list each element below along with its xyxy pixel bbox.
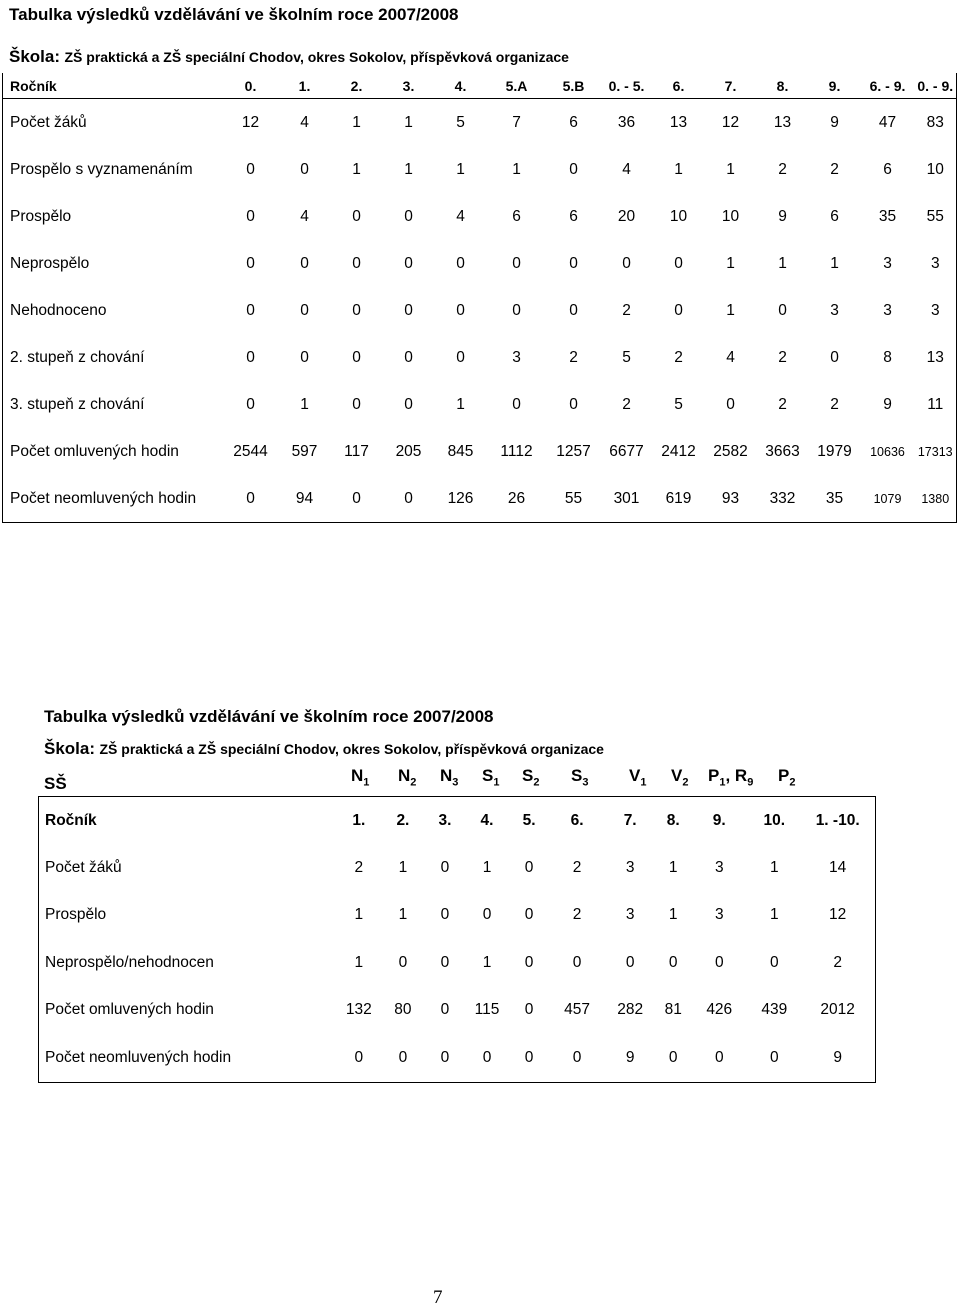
s1-cell: 4 <box>622 160 631 178</box>
s1-cell: 20 <box>617 207 636 225</box>
s2-cell: 0 <box>714 953 724 971</box>
s2-cell: 9 <box>625 1048 635 1066</box>
s1-cell: 2 <box>622 301 631 319</box>
s2-cell: 132 <box>345 1001 372 1019</box>
group-code-letter: V <box>671 766 683 785</box>
s1-cell: 0 <box>569 395 578 413</box>
s2-cell: 1 <box>354 953 364 971</box>
s1-cell: 0 <box>352 301 361 319</box>
s1-cell: 36 <box>617 113 636 131</box>
s1-cell: 3 <box>830 301 839 319</box>
group-code-letter: S <box>522 766 534 785</box>
s1-cell: 5 <box>456 113 465 131</box>
s2-header-label: Ročník <box>45 811 97 829</box>
s2-cell: 115 <box>474 1001 500 1019</box>
s1-row-label: Prospělo s vyznamenáním <box>10 160 193 178</box>
s1-column-header: 0. - 9. <box>915 73 957 99</box>
s1-cell: 0 <box>300 348 309 366</box>
s1-cell: 0 <box>352 254 361 272</box>
s2-cell: 282 <box>617 1001 644 1019</box>
s2-cell: 426 <box>706 1001 733 1019</box>
s1-cell: 3663 <box>765 442 800 460</box>
s2-cell: 1 <box>482 858 492 876</box>
s1-cell: 9 <box>778 207 787 225</box>
s2-column-header: 5. <box>522 811 536 829</box>
s1-cell: 3 <box>512 348 521 366</box>
s1-row-label: 3. stupeň z chování <box>10 395 145 413</box>
s1-cell: 1 <box>404 113 413 131</box>
group-code-suffix: , R <box>725 766 748 785</box>
s1-cell: 47 <box>878 113 897 131</box>
s1-cell: 12 <box>241 113 260 131</box>
s1-cell: 1 <box>830 254 839 272</box>
s1-cell: 0 <box>246 348 255 366</box>
group-code-sub: 1 <box>493 776 500 789</box>
s2-cell: 81 <box>664 1001 682 1019</box>
s1-column-header: 0. <box>223 73 279 99</box>
s2-cell: 0 <box>482 1048 492 1066</box>
s1-cell: 10636 <box>870 444 905 459</box>
s1-cell: 2 <box>778 395 787 413</box>
section2-school <box>44 739 604 759</box>
s1-cell: 13 <box>926 348 944 366</box>
s1-cell: 1 <box>674 160 683 178</box>
group-code <box>351 766 369 788</box>
group-code <box>522 766 539 788</box>
s1-cell: 2582 <box>713 442 748 460</box>
s2-cell: 0 <box>440 953 450 971</box>
s2-table-row <box>39 844 876 892</box>
s1-cell: 9 <box>883 395 892 413</box>
s2-cell: 1 <box>668 906 678 924</box>
s1-row-label: Neprospělo <box>10 254 90 272</box>
s1-cell: 2 <box>830 160 839 178</box>
group-code-sub: 1 <box>719 776 726 789</box>
group-code-letter: V <box>629 766 641 785</box>
section2-results-table <box>38 796 876 1083</box>
s2-column-header: 1. <box>352 811 366 829</box>
group-code-sub: 2 <box>682 776 689 789</box>
s2-cell: 2 <box>354 858 364 876</box>
s1-column-header: 0. - 5. <box>601 73 653 99</box>
s1-cell: 2 <box>622 395 631 413</box>
section1-school <box>9 47 569 67</box>
group-code <box>778 766 795 788</box>
s2-cell: 0 <box>440 1048 450 1066</box>
s1-cell: 0 <box>404 254 413 272</box>
s1-cell: 0 <box>300 254 309 272</box>
s1-cell: 0 <box>456 348 465 366</box>
s2-cell: 0 <box>482 906 492 924</box>
s1-table-row <box>3 146 957 193</box>
s1-cell: 0 <box>352 489 361 507</box>
group-code-letter: N <box>440 766 453 785</box>
s2-cell: 0 <box>440 1001 450 1019</box>
s1-cell: 13 <box>669 113 688 131</box>
s2-column-header: 9. <box>712 811 726 829</box>
s1-cell: 0 <box>404 395 413 413</box>
s1-cell: 0 <box>512 301 521 319</box>
s1-cell: 0 <box>726 395 735 413</box>
s1-column-header: 1. <box>279 73 331 99</box>
s1-cell: 10 <box>926 160 944 178</box>
s2-cell: 0 <box>572 953 582 971</box>
s1-cell: 5 <box>674 395 683 413</box>
s2-cell: 2 <box>833 953 842 971</box>
group-code-sub: 2 <box>410 776 417 789</box>
s1-cell: 0 <box>512 395 521 413</box>
s1-cell: 0 <box>778 301 787 319</box>
s1-row-label: Počet omluvených hodin <box>10 442 179 460</box>
s1-cell: 301 <box>613 489 640 507</box>
group-code-letter: P <box>778 766 790 785</box>
s1-cell: 0 <box>674 301 683 319</box>
s1-cell: 0 <box>569 254 578 272</box>
s2-cell: 0 <box>524 1001 534 1019</box>
page-number: 7 <box>433 1287 443 1308</box>
s2-column-header: 2. <box>396 811 410 829</box>
s1-row-label: Počet žáků <box>10 113 87 131</box>
s1-cell: 1112 <box>500 442 533 460</box>
group-code <box>629 766 646 788</box>
s2-row-label: Počet omluvených hodin <box>45 1001 214 1019</box>
s1-cell: 3 <box>930 254 940 272</box>
s2-cell: 3 <box>714 858 724 876</box>
s2-cell: 0 <box>668 1048 678 1066</box>
s1-cell: 0 <box>569 301 578 319</box>
group-code <box>571 766 588 788</box>
s1-cell: 1 <box>456 395 465 413</box>
s2-cell: 14 <box>829 858 847 876</box>
s1-cell: 26 <box>507 489 526 507</box>
s2-cell: 3 <box>625 858 635 876</box>
s1-cell: 3 <box>930 301 940 319</box>
s1-cell: 597 <box>291 442 318 460</box>
s1-cell: 0 <box>674 254 683 272</box>
s2-cell: 0 <box>524 906 534 924</box>
s1-cell: 1079 <box>873 491 902 506</box>
s2-cell: 80 <box>394 1001 412 1019</box>
s1-cell: 0 <box>352 395 361 413</box>
s1-cell: 1380 <box>921 491 950 506</box>
s1-cell: 11 <box>927 395 944 413</box>
s2-cell: 0 <box>524 953 534 971</box>
s2-cell: 9 <box>833 1048 842 1066</box>
group-code-sub: 1 <box>640 776 647 789</box>
s2-column-header: 1. -10. <box>815 811 860 829</box>
s2-cell: 0 <box>354 1048 364 1066</box>
group-code <box>398 766 416 788</box>
group-code-letter: P <box>708 766 720 785</box>
group-code-letter: N <box>398 766 411 785</box>
s1-cell: 0 <box>352 207 361 225</box>
s1-cell: 0 <box>246 489 255 507</box>
s2-cell: 1 <box>769 906 779 924</box>
s1-cell: 1 <box>300 395 309 413</box>
s2-table-row <box>39 987 876 1035</box>
s1-cell: 4 <box>300 113 309 131</box>
s1-cell: 6 <box>883 160 892 178</box>
s1-cell: 55 <box>564 489 583 507</box>
s1-column-header: 6. - 9. <box>861 73 915 99</box>
s2-cell: 457 <box>564 1001 591 1019</box>
s2-cell: 0 <box>769 1048 779 1066</box>
s1-table-row <box>3 428 957 475</box>
s1-column-header: 5.A <box>487 73 547 99</box>
s2-cell: 1 <box>668 858 678 876</box>
s1-cell: 0 <box>830 348 839 366</box>
s1-cell: 10 <box>669 207 688 225</box>
s1-row-label: Počet neomluvených hodin <box>10 489 197 507</box>
s2-cell: 0 <box>440 858 450 876</box>
s1-cell: 0 <box>246 301 255 319</box>
s1-column-header: 5.B <box>547 73 601 99</box>
group-code-sub2: 9 <box>747 776 754 789</box>
s1-cell: 1 <box>512 160 521 178</box>
section2-school-label: Škola: <box>44 739 96 758</box>
s1-cell: 332 <box>769 489 796 507</box>
s1-cell: 2544 <box>233 442 268 460</box>
section1-title: Tabulka výsledků vzdělávání ve školním roce 2007/2008 <box>9 5 459 24</box>
s1-cell: 2 <box>778 348 787 366</box>
s2-cell: 1 <box>398 906 408 924</box>
s1-cell: 1 <box>726 254 735 272</box>
s1-cell: 12 <box>721 113 740 131</box>
s1-cell: 6 <box>569 113 578 131</box>
s2-cell: 0 <box>524 858 534 876</box>
s1-cell: 0 <box>456 254 465 272</box>
s1-cell: 6 <box>569 207 578 225</box>
s2-cell: 439 <box>761 1001 788 1019</box>
s2-cell: 1 <box>482 953 492 971</box>
s2-cell: 3 <box>714 906 724 924</box>
s2-cell: 0 <box>572 1048 582 1066</box>
s2-cell: 12 <box>829 906 847 924</box>
s1-cell: 0 <box>246 395 255 413</box>
s1-header-row <box>3 73 957 99</box>
s1-cell: 0 <box>246 254 255 272</box>
s1-cell: 205 <box>395 442 422 460</box>
s1-cell: 6 <box>830 207 839 225</box>
s1-cell: 3 <box>883 301 892 319</box>
s1-cell: 2 <box>830 395 839 413</box>
section1-school-value: ZŠ praktická a ZŠ speciální Chodov, okres Sokolov, příspěvková organizace <box>64 49 569 65</box>
group-code-sub: 3 <box>582 776 589 789</box>
s2-header-row <box>39 797 876 845</box>
s2-row-label: Neprospělo/nehodnocen <box>45 953 214 971</box>
s1-cell: 10 <box>721 207 740 225</box>
s1-cell: 4 <box>456 207 465 225</box>
s1-column-header: 6. <box>653 73 705 99</box>
s1-cell: 0 <box>300 301 309 319</box>
s1-column-header: 2. <box>331 73 383 99</box>
s1-cell: 7 <box>512 113 521 131</box>
s2-cell: 0 <box>524 1048 534 1066</box>
s2-cell: 0 <box>769 953 779 971</box>
s1-cell: 55 <box>926 207 944 225</box>
s1-cell: 2 <box>778 160 787 178</box>
s1-cell: 1 <box>456 160 465 178</box>
group-code-sub: 2 <box>533 776 540 789</box>
s1-cell: 8 <box>883 348 892 366</box>
s1-cell: 1 <box>404 160 413 178</box>
section1-results-table <box>2 73 957 523</box>
group-code-sub: 1 <box>363 776 370 789</box>
s1-table-row <box>3 334 957 381</box>
s2-cell: 0 <box>668 953 678 971</box>
s1-column-header: 7. <box>705 73 757 99</box>
s2-cell: 0 <box>714 1048 724 1066</box>
group-code <box>708 766 753 788</box>
s1-cell: 5 <box>622 348 631 366</box>
s1-cell: 126 <box>447 489 474 507</box>
s1-cell: 9 <box>830 113 839 131</box>
s1-cell: 17313 <box>917 444 953 459</box>
group-code <box>440 766 458 788</box>
s1-cell: 3 <box>883 254 892 272</box>
s2-cell: 1 <box>354 906 364 924</box>
s1-cell: 0 <box>300 160 309 178</box>
s1-cell: 6677 <box>609 442 644 460</box>
s2-cell: 0 <box>398 953 408 971</box>
s1-cell: 6 <box>512 207 521 225</box>
s1-table-row <box>3 99 957 147</box>
s1-cell: 1 <box>352 113 361 131</box>
s1-cell: 0 <box>622 254 631 272</box>
s2-cell: 1 <box>398 858 408 876</box>
group-code-letter: S <box>482 766 494 785</box>
s2-row-label: Počet neomluvených hodin <box>45 1048 232 1066</box>
s1-cell: 619 <box>665 489 692 507</box>
s2-column-header: 3. <box>438 811 452 829</box>
s1-table-row <box>3 193 957 240</box>
s1-cell: 1 <box>778 254 787 272</box>
group-code <box>482 766 499 788</box>
group-code-sub: 2 <box>789 776 796 789</box>
s1-table-row <box>3 475 957 523</box>
s1-cell: 13 <box>773 113 792 131</box>
s1-cell: 1257 <box>556 442 591 460</box>
s1-cell: 0 <box>246 207 255 225</box>
s1-cell: 35 <box>878 207 897 225</box>
s2-cell: 0 <box>440 906 450 924</box>
section2-title: Tabulka výsledků vzdělávání ve školním roce 2007/2008 <box>44 707 494 726</box>
s1-row-label: Nehodnoceno <box>10 301 107 319</box>
s1-cell: 845 <box>447 442 474 460</box>
s2-column-header: 10. <box>763 811 786 829</box>
s1-cell: 83 <box>926 113 944 131</box>
s2-cell: 3 <box>625 906 635 924</box>
s1-cell: 0 <box>569 160 578 178</box>
s2-column-header: 7. <box>623 811 637 829</box>
s1-cell: 0 <box>246 160 255 178</box>
ss-label: SŠ <box>44 774 67 793</box>
s1-cell: 0 <box>404 207 413 225</box>
s1-column-header: 9. <box>809 73 861 99</box>
s1-cell: 0 <box>456 301 465 319</box>
group-code <box>671 766 688 788</box>
s1-cell: 1 <box>726 301 735 319</box>
s2-row-label: Počet žáků <box>45 858 122 876</box>
s1-cell: 1979 <box>817 442 852 460</box>
s1-table-row <box>3 240 957 287</box>
s2-cell: 2 <box>572 906 582 924</box>
s1-cell: 94 <box>295 489 314 507</box>
s1-table-row <box>3 381 957 428</box>
s1-table-row <box>3 287 957 334</box>
section2-school-value: ZŠ praktická a ZŠ speciální Chodov, okres Sokolov, příspěvková organizace <box>99 741 604 757</box>
s1-cell: 2 <box>569 348 578 366</box>
s1-cell: 4 <box>726 348 735 366</box>
s2-column-header: 6. <box>570 811 584 829</box>
s1-header-label: Ročník <box>3 73 223 99</box>
s2-cell: 2012 <box>820 1001 855 1019</box>
s2-cell: 1 <box>769 858 779 876</box>
s1-column-header: 8. <box>757 73 809 99</box>
s1-cell: 0 <box>352 348 361 366</box>
s1-cell: 2 <box>674 348 683 366</box>
s2-cell: 2 <box>572 858 582 876</box>
group-code-letter: S <box>571 766 583 785</box>
s1-cell: 117 <box>344 442 369 460</box>
s1-cell: 2412 <box>661 442 696 460</box>
s2-table-row <box>39 892 876 940</box>
s1-cell: 4 <box>300 207 309 225</box>
s1-column-header: 3. <box>383 73 435 99</box>
s1-cell: 0 <box>512 254 521 272</box>
s1-column-header: 4. <box>435 73 487 99</box>
s2-cell: 0 <box>625 953 635 971</box>
s1-row-label: Prospělo <box>10 207 72 225</box>
s2-table-row <box>39 1034 876 1082</box>
s2-table-row <box>39 939 876 987</box>
s2-cell: 0 <box>398 1048 408 1066</box>
s2-column-header: 4. <box>480 811 494 829</box>
s1-cell: 35 <box>825 489 844 507</box>
group-code-sub: 3 <box>452 776 459 789</box>
s1-cell: 0 <box>404 301 413 319</box>
s1-cell: 1 <box>726 160 735 178</box>
s2-column-header: 8. <box>666 811 680 829</box>
s2-row-label: Prospělo <box>45 906 107 924</box>
s1-row-label: 2. stupeň z chování <box>10 348 145 366</box>
group-code-letter: N <box>351 766 364 785</box>
section1-school-label: Škola: <box>9 47 61 66</box>
s1-cell: 0 <box>404 489 413 507</box>
s1-cell: 93 <box>721 489 740 507</box>
s1-cell: 1 <box>352 160 361 178</box>
s1-cell: 0 <box>404 348 413 366</box>
